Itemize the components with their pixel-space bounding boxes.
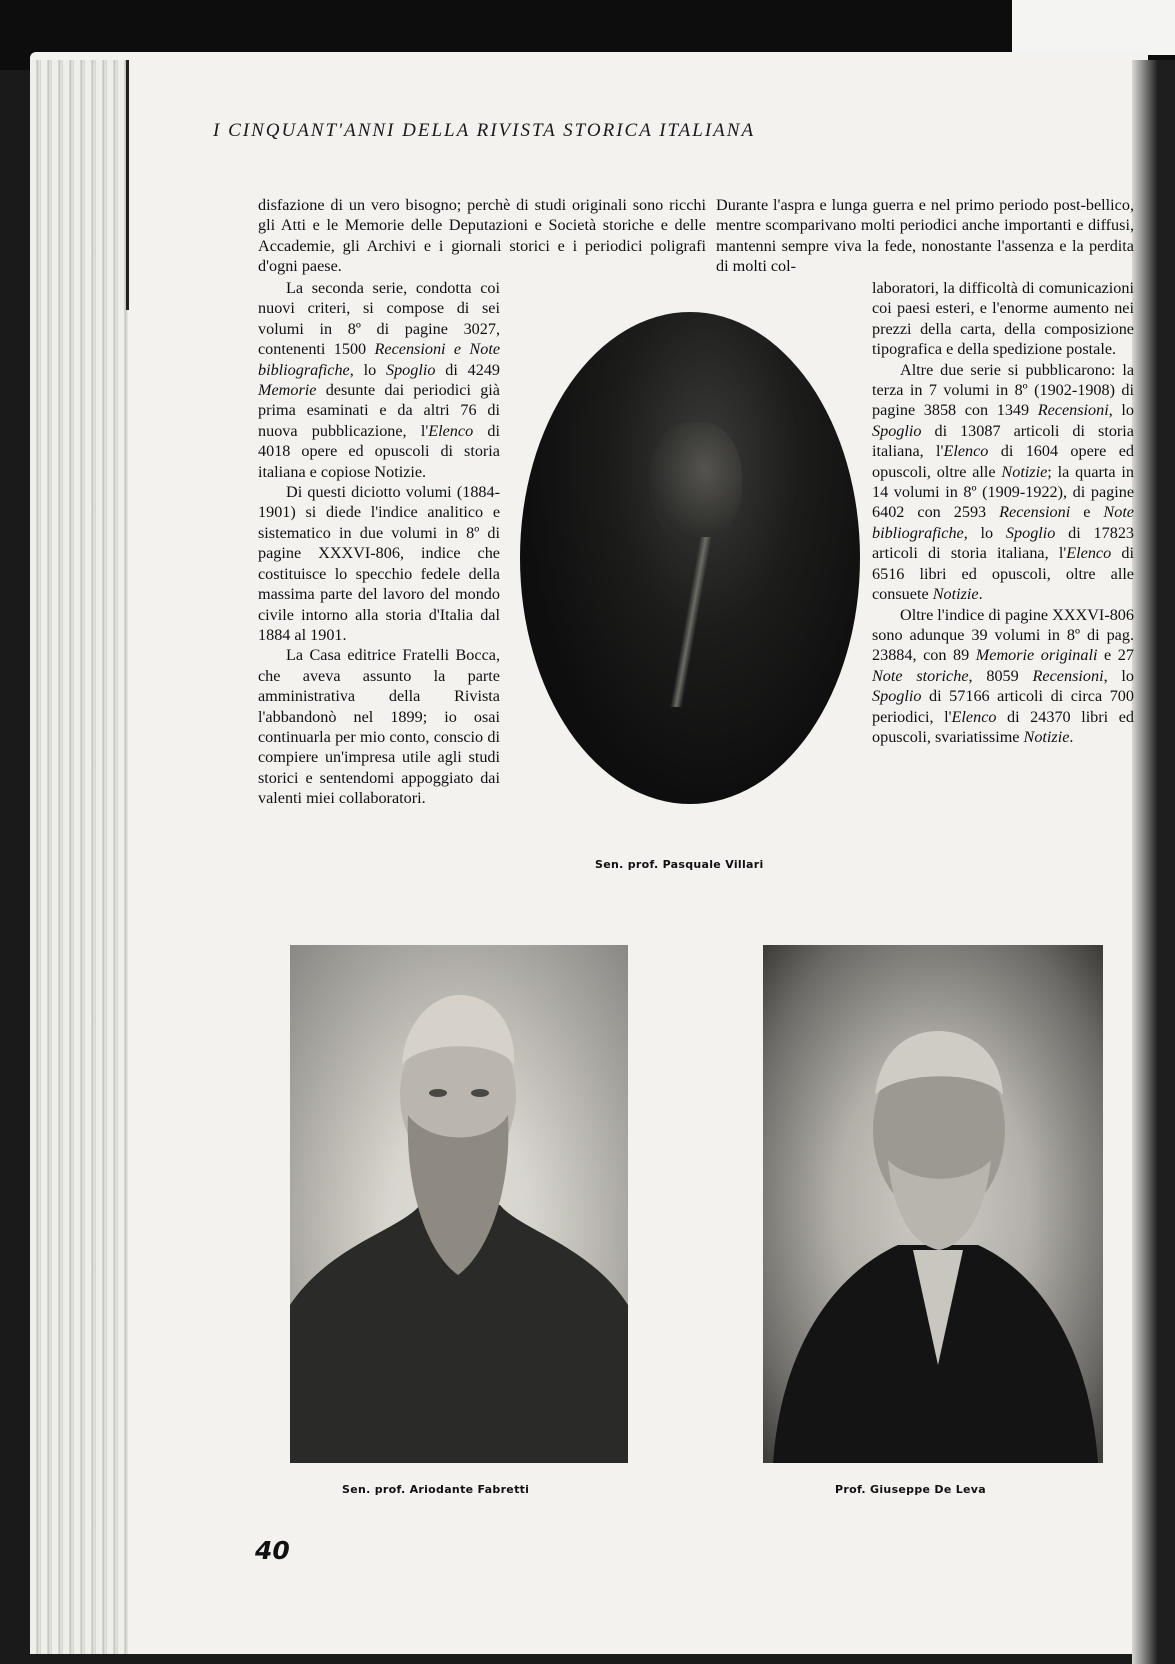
page-leaf-edges: [30, 60, 128, 1654]
page-number: 40: [255, 1536, 290, 1565]
paragraph-totals: Oltre l'indice di pagine XXXVI-806 sono adunque 39 volumi in 8º di pag. 23884, con 89 Memorie originali e 27 Note storiche, 8059 Recensioni, lo Spoglio di 57166 articoli di circa 700 periodici, l'Elenco di 24370 libri ed opuscoli, svariatissime Notizie.: [872, 605, 1135, 746]
paragraph-continuation: laboratori, la difficoltà di comunicazioni coi paesi esteri, e l'enorme aumento nei prezzi della carta, della composizione tipografica e della spedizione postale.: [872, 279, 1134, 359]
left-text-column: [258, 278, 500, 809]
portrait-face: [650, 422, 742, 542]
text-paragraph: disfazione di un vero bisogno; perchè di studi originali sono ricchi gli Atti e le Memorie delle Deputazioni e Società storiche e delle Accademie, gli Archivi e i giornali storici e i periodici poligrafi d'ogni paese.: [258, 196, 706, 276]
paragraph-index: Di questi diciotto volumi (1884-1901) si diede l'indice analitico e sistematico in due volumi in 8º di pagine XXXVI-806, indice che costituisce lo specchio fedele della massima parte del lavoro del mondo civile intorno alla storia d'Italia dal 1884 al 1901.: [258, 483, 500, 644]
scan-top-notch: [1012, 0, 1175, 55]
top-left-paragraph: [258, 195, 706, 277]
right-text-column: [872, 278, 1134, 747]
caption-fabretti: Sen. prof. Ariodante Fabretti: [342, 1483, 530, 1496]
paragraph-second-series: La seconda serie, condotta coi nuovi criteri, si compose di sei volumi in 8º di pagine 3027, contenenti 1500 Recensioni e Note bibliografiche, lo Spoglio di 4249 Memorie desunte dai periodici già prima esaminati e da altri 76 di nuova pubblicazione, l'Elenco di 4018 opere ed opuscoli di storia italiana e copiose Notizie.: [258, 279, 501, 481]
top-right-paragraph: [716, 195, 1134, 277]
portrait-fabretti-figure: [290, 945, 628, 1463]
portrait-de-leva: [763, 945, 1103, 1463]
spine-line: [126, 60, 129, 310]
caption-villari: Sen. prof. Pasquale Villari: [595, 858, 764, 871]
portrait-fabretti: [290, 945, 628, 1463]
caption-de-leva: Prof. Giuseppe De Leva: [835, 1483, 986, 1496]
paragraph-series-three-four: Altre due serie si pubblicarono: la terza in 7 volumi in 8º (1902-1908) di pagine 3858 con 1349 Recensioni, lo Spoglio di 13087 articoli di storia italiana, l'Elenco di 1604 opere ed opuscoli, oltre alle Notizie; la quarta in 14 volumi in 8º (1909-1922), di pagine 6402 con 2593 Recensioni e Note bibliografiche, lo Spoglio di 17823 articoli di storia italiana, l'Elenco di 6516 libri ed opuscoli, oltre alle consuete Notizie.: [872, 360, 1135, 604]
text-paragraph: Durante l'aspra e lunga guerra e nel primo periodo post-bellico, mentre scomparivano molti periodici anche importanti e diffusi, mantenni sempre viva la fede, nonostante l'assenza e la perdita di molti col-: [716, 196, 1134, 276]
running-head: I CINQUANT'ANNI DELLA RIVISTA STORICA ITALIANA: [213, 120, 756, 141]
right-scan-shadow: [1132, 60, 1175, 1664]
portrait-collar: [660, 537, 730, 707]
portrait-villari-oval: [520, 312, 860, 804]
paragraph-publisher: La Casa editrice Fratelli Bocca, che aveva assunto la parte amministrativa della Rivista l'abbandonò nel 1899; io osai continuarla per mio conto, conscio di compiere un'impresa utile agli studi storici e sentendomi appoggiato dai valenti miei collaboratori.: [258, 646, 500, 808]
portrait-de-leva-figure: [763, 945, 1103, 1463]
